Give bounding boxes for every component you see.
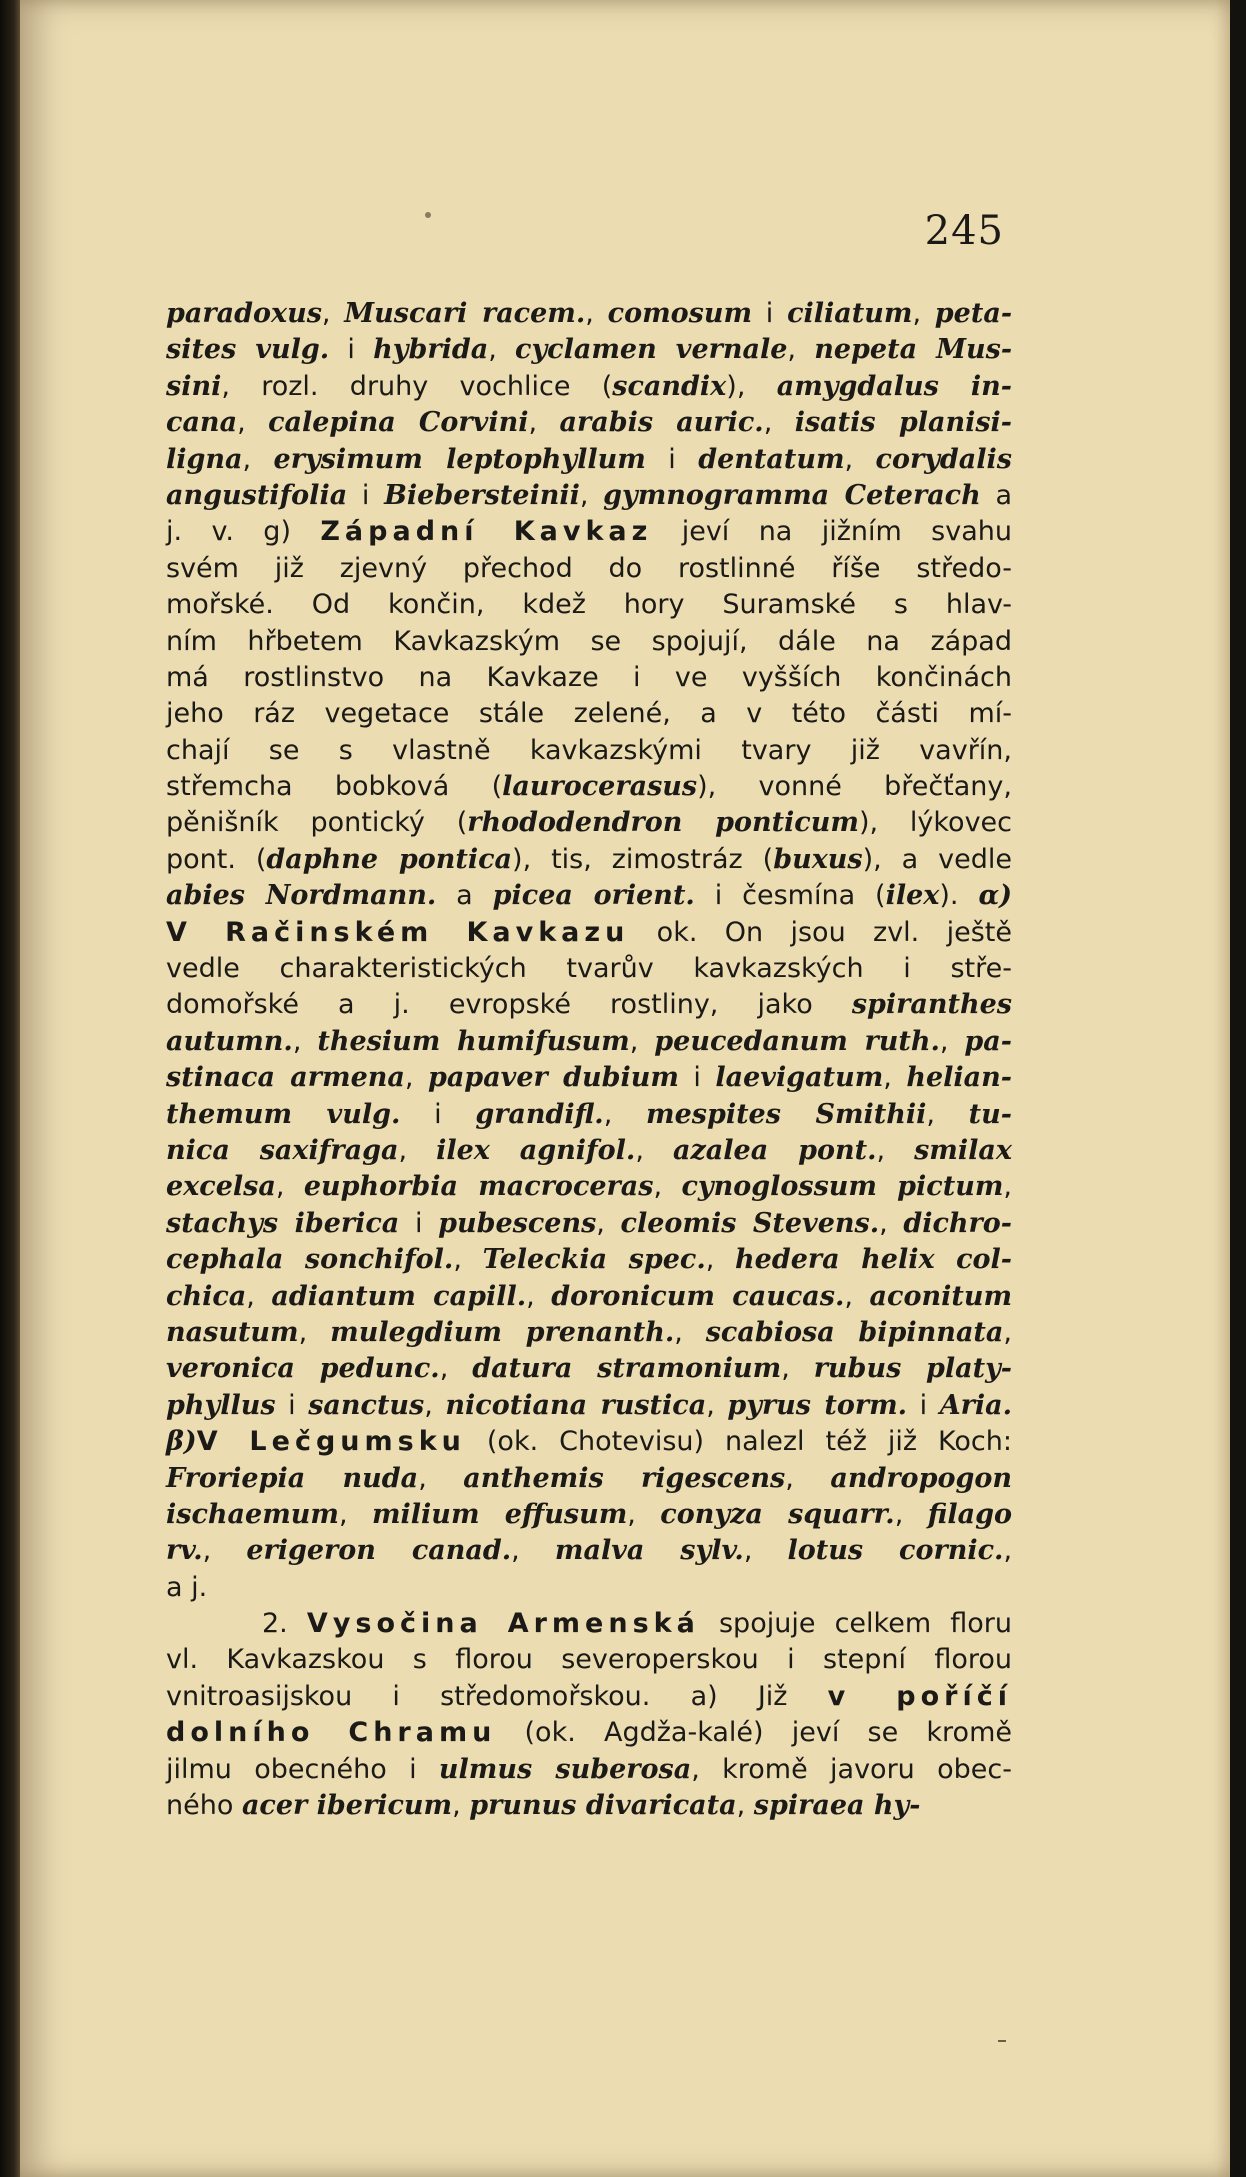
italic-term: thesium humifusum (317, 1025, 630, 1057)
text-run: , (488, 334, 516, 366)
text-line (166, 1424, 1012, 1460)
italic-term: daphne pontica (266, 843, 513, 875)
italic-term: comosum (607, 298, 753, 329)
text-run: ), tis, zimostráz ( (512, 843, 774, 875)
text-run: a (436, 880, 493, 912)
text-run: , (242, 443, 274, 475)
italic-term: nica saxifraga (166, 1134, 399, 1166)
text-line (166, 1279, 1012, 1315)
italic-term: autumn. (166, 1025, 293, 1057)
italic-term: cynoglossum pictum (681, 1171, 1004, 1203)
text-line (166, 1060, 1012, 1096)
italic-term: sites vulg. (166, 334, 330, 366)
text-line (166, 915, 1012, 951)
italic-term: Aria. (939, 1389, 1013, 1421)
text-run: , (926, 1098, 969, 1130)
text-line (166, 1242, 1012, 1278)
text-run: , kromě javoru obec- (691, 1753, 1012, 1785)
text-run: i (645, 443, 699, 475)
text-run: , (424, 1389, 446, 1421)
spaced-heading: Vysočina Armenská (306, 1608, 700, 1640)
italic-term: doronicum caucas. (551, 1280, 845, 1312)
italic-term: abies Nordmann. (166, 880, 437, 912)
italic-term: ciliatum (787, 298, 913, 329)
text-line (166, 951, 1012, 987)
text-run: i (752, 298, 788, 329)
italic-term: datura stramonium (472, 1353, 782, 1385)
text-run: , (398, 1134, 437, 1166)
italic-term: stachys iberica (166, 1207, 400, 1239)
italic-term: ligna (166, 443, 243, 475)
text-line (166, 624, 1012, 660)
text-line (166, 1024, 1012, 1060)
spaced-heading: Západní Kavkaz (320, 516, 653, 548)
text-line (166, 1752, 1012, 1788)
text-run: , (785, 1462, 831, 1494)
italic-term: erysimum leptophyllum (273, 443, 646, 475)
spaced-heading: V Račinském Kavkazu (166, 916, 630, 948)
italic-term: acer ibericum (241, 1790, 453, 1822)
text-line (166, 842, 1012, 878)
text-line (166, 1533, 1012, 1569)
italic-term: ulmus suberosa (438, 1753, 692, 1785)
text-run: , (705, 1244, 736, 1276)
text-line (166, 1715, 1012, 1751)
text-run: , (912, 298, 935, 329)
italic-term: Biebersteinii (384, 479, 580, 511)
italic-term: cyclamen vernale (515, 334, 788, 366)
text-run: , (844, 443, 876, 475)
text-line (166, 1788, 1012, 1824)
italic-term: gymnogramma Ceterach (603, 479, 981, 511)
italic-term: peucedanum ruth. (654, 1025, 940, 1057)
italic-term: nepeta Mus- (814, 334, 1013, 366)
text-line (166, 1315, 1012, 1351)
italic-term: mulegdium prenanth. (330, 1316, 675, 1348)
text-run: ), lýkovec (858, 807, 1013, 839)
text-run: , (706, 1389, 728, 1421)
text-run: (ok. Agdža-kalé) jeví se kromě (496, 1717, 1012, 1749)
italic-term: helian- (906, 1062, 1013, 1094)
text-run: , (596, 1207, 621, 1239)
text-run: , (844, 1280, 870, 1312)
text-run: , (763, 407, 795, 439)
italic-term: filago (927, 1498, 1012, 1530)
text-run: , (452, 1790, 470, 1822)
text-line (166, 1133, 1012, 1169)
text-line (166, 1351, 1012, 1387)
italic-term: sanctus (308, 1389, 425, 1421)
italic-term: pa- (964, 1025, 1012, 1057)
text-run: , (202, 1535, 247, 1567)
italic-term: ilex agnifol. (436, 1134, 636, 1166)
page-number: 245 (924, 208, 1004, 254)
text-run: i (275, 1389, 309, 1421)
text-line (166, 587, 1012, 623)
italic-term: angustifolia (166, 479, 348, 511)
text-run: , (453, 1244, 483, 1276)
text-run: vnitroasijskou i středomořskou. a) Již (166, 1680, 828, 1712)
italic-term: laevigatum (715, 1062, 884, 1094)
italic-term: corydalis (875, 443, 1012, 475)
italic-term: smilax (914, 1134, 1012, 1166)
italic-term: β) (166, 1426, 197, 1458)
text-run: , (298, 1316, 331, 1348)
text-run: ), (726, 370, 777, 402)
text-run: pěnišník pontický ( (166, 807, 468, 839)
text-run: mořské. Od končin, kdež hory Suramské s hlav- (166, 589, 1012, 621)
text-run: , (653, 1171, 682, 1203)
italic-term: ilex (885, 880, 940, 912)
italic-term: tu- (968, 1098, 1012, 1130)
italic-term: amygdalus in- (776, 370, 1012, 402)
italic-term: hybrida (373, 334, 489, 366)
text-run: , (603, 1098, 646, 1130)
text-run: , (879, 1207, 904, 1239)
italic-term: Froriepia nuda (166, 1462, 419, 1494)
italic-term: mespites Smithii (646, 1098, 927, 1130)
italic-term: rhododendron ponticum (467, 807, 859, 839)
text-line (166, 660, 1012, 696)
text-run: , (1003, 1171, 1012, 1203)
italic-term: Muscari racem. (344, 298, 586, 329)
text-line (166, 1497, 1012, 1533)
italic-term: erigeron canad. (246, 1535, 512, 1567)
italic-term: themum vulg. (166, 1098, 401, 1130)
text-run: , (511, 1535, 555, 1567)
spaced-heading: dolního Chramu (166, 1717, 497, 1749)
italic-term: calepina Corvini (268, 407, 529, 439)
italic-term: anthemis rigescens (463, 1462, 786, 1494)
text-line (166, 478, 1012, 514)
text-run: 2. (262, 1608, 307, 1640)
italic-term: milium effusum (371, 1498, 628, 1530)
paper-fleck (425, 212, 431, 218)
text-run: , (585, 298, 608, 329)
text-line (166, 987, 1012, 1023)
text-run: , (321, 298, 345, 329)
italic-term: phyllus (166, 1389, 276, 1421)
italic-term: spiraea hy- (753, 1790, 921, 1822)
italic-term: cleomis Stevens. (620, 1207, 880, 1239)
text-run: ). (939, 880, 979, 912)
italic-term: isatis planisi- (794, 407, 1013, 439)
body-text (166, 296, 1012, 1824)
italic-term: picea orient. (492, 880, 695, 912)
text-line (166, 405, 1012, 441)
book-page (20, 0, 1230, 2177)
italic-term: hedera helix col- (735, 1244, 1012, 1276)
text-run: domořské a j. evropské rostliny, jako (166, 989, 852, 1021)
italic-term: euphorbia macroceras (303, 1171, 654, 1203)
italic-term: andropogon (830, 1462, 1012, 1494)
italic-term: conyza squarr. (660, 1498, 895, 1530)
italic-term: grandifl. (475, 1098, 604, 1130)
text-run: ), a vedle (862, 843, 1012, 875)
text-run: , (579, 479, 604, 511)
text-run: j. v. g) (166, 516, 321, 548)
text-line (166, 1679, 1012, 1715)
text-run: , rozl. druhy vochlice ( (221, 370, 613, 402)
text-line (166, 551, 1012, 587)
italic-term: chica (166, 1280, 247, 1312)
text-run: i (907, 1389, 940, 1421)
text-line (166, 1461, 1012, 1497)
italic-term: spiranthes (851, 989, 1012, 1021)
italic-term: excelsa (166, 1171, 276, 1203)
text-run: a (980, 479, 1012, 511)
text-run: i (329, 334, 374, 366)
text-run: , (526, 1280, 552, 1312)
text-run: , (629, 1025, 655, 1057)
text-run: , (781, 1353, 814, 1385)
italic-term: ischaemum (166, 1498, 339, 1530)
text-line (166, 696, 1012, 732)
text-run: svém již zjevný přechod do rostlinné říše středo- (166, 552, 1012, 584)
italic-term: arabis auric. (559, 407, 764, 439)
text-line (166, 1642, 1012, 1678)
text-line (166, 332, 1012, 368)
text-line (166, 1097, 1012, 1133)
italic-term: azalea pont. (672, 1134, 877, 1166)
spaced-heading: v poříčí (827, 1680, 1012, 1712)
text-run: , (1003, 1316, 1012, 1348)
italic-term: peta- (934, 298, 1013, 329)
text-run: , (275, 1171, 304, 1203)
text-run: má rostlinstvo na Kavkaze i ve vyšších končinách (166, 661, 1012, 693)
italic-term: paradoxus (166, 298, 322, 329)
italic-term: adiantum capill. (271, 1280, 527, 1312)
text-run: , (404, 1062, 428, 1094)
italic-term: Teleckia spec. (482, 1244, 706, 1276)
text-run: (ok. Chotevisu) nalezl též již Koch: (465, 1426, 1012, 1458)
italic-term: scandix (612, 370, 727, 402)
text-run: střemcha bobková ( (166, 771, 503, 803)
text-run: , (1003, 1535, 1013, 1567)
text-line (166, 369, 1012, 405)
text-run: vedle charakteristických tvarův kavkazských i stře- (166, 953, 1012, 985)
text-run: i (347, 479, 385, 511)
text-line (166, 1169, 1012, 1205)
italic-term: aconitum (869, 1280, 1013, 1312)
italic-term: pyrus torm. (727, 1389, 908, 1421)
italic-term: α) (978, 880, 1012, 912)
text-run: ného (166, 1790, 242, 1822)
text-line (166, 1606, 1012, 1642)
text-run: , (418, 1462, 464, 1494)
text-run: , (292, 1025, 318, 1057)
text-run: , (787, 334, 815, 366)
text-run: ), vonné břečťany, (697, 771, 1012, 803)
text-run: i (399, 1207, 439, 1239)
text-run: ok. On jsou zvl. ještě (629, 916, 1012, 948)
text-line (166, 442, 1012, 478)
italic-term: cana (166, 407, 238, 439)
paper-mark (998, 2040, 1006, 2042)
italic-term: sini (166, 370, 222, 402)
text-line (166, 805, 1012, 841)
text-run: spojuje celkem floru (699, 1608, 1013, 1640)
text-line (166, 733, 1012, 769)
italic-term: veronica pedunc. (166, 1353, 440, 1385)
text-run: i (400, 1098, 476, 1130)
text-run: a j. (166, 1571, 208, 1603)
text-line (166, 296, 1012, 332)
text-line (166, 1570, 1012, 1606)
italic-term: lotus cornic. (787, 1535, 1004, 1567)
text-run: ním hřbetem Kavkazským se spojují, dále na západ (166, 625, 1012, 657)
text-run: jeho ráz vegetace stále zelené, a v této části mí- (166, 698, 1012, 730)
text-run: , (876, 1134, 915, 1166)
text-run: , (246, 1280, 272, 1312)
text-line (166, 1206, 1012, 1242)
text-run: chají se s vlastně kavkazskými tvary již vavřín, (166, 734, 1012, 766)
text-line (166, 769, 1012, 805)
italic-term: nasutum (166, 1316, 299, 1348)
text-run: i (678, 1062, 716, 1094)
text-run: , (627, 1498, 661, 1530)
text-run: , (338, 1498, 372, 1530)
text-run: jilmu obecného i (166, 1753, 439, 1785)
italic-term: rubus platy- (813, 1353, 1012, 1385)
italic-term: laurocerasus (502, 771, 698, 803)
italic-term: dichro- (903, 1207, 1012, 1239)
book-gutter (0, 0, 20, 2177)
italic-term: cephala sonchifol. (166, 1244, 454, 1276)
italic-term: rv. (166, 1535, 203, 1567)
italic-term: nicotiana rustica (445, 1389, 707, 1421)
spaced-heading: V Lečgumsku (196, 1426, 466, 1458)
text-run: , (883, 1062, 907, 1094)
italic-term: malva sylv. (554, 1535, 744, 1567)
italic-term: buxus (773, 843, 863, 875)
text-run: , (736, 1790, 754, 1822)
text-run: , (635, 1134, 673, 1166)
text-run: , (743, 1535, 788, 1567)
italic-term: papaver dubium (427, 1062, 679, 1094)
italic-term: stinaca armena (166, 1062, 405, 1094)
text-run: , (439, 1353, 473, 1385)
text-line (166, 514, 1012, 550)
text-run: , (528, 407, 560, 439)
italic-term: pubescens (438, 1207, 597, 1239)
text-run: , (894, 1498, 928, 1530)
italic-term: dentatum (698, 443, 845, 475)
text-run: , (674, 1316, 706, 1348)
text-run: , (939, 1025, 965, 1057)
text-line (166, 1388, 1012, 1424)
italic-term: scabiosa bipinnata (705, 1316, 1004, 1348)
text-line (166, 878, 1012, 914)
text-run: i česmína ( (694, 880, 886, 912)
italic-term: prunus divaricata (469, 1790, 737, 1822)
text-run: jeví na jižním svahu (652, 516, 1013, 548)
text-run: pont. ( (166, 843, 267, 875)
text-run: , (237, 407, 269, 439)
text-run: vl. Kavkazskou s florou severoperskou i stepní florou (166, 1644, 1012, 1676)
